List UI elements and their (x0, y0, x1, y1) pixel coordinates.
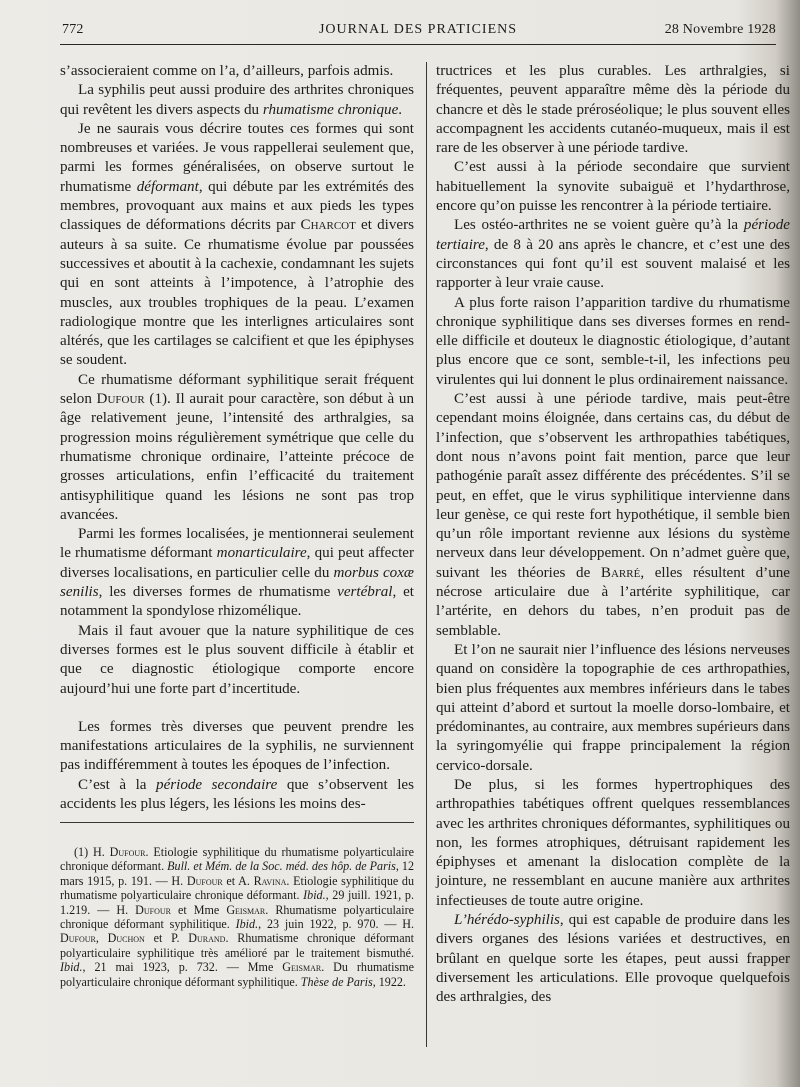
paragraph: Ce rhumatisme déformant syphilitique serait fréquent selon Dufour (1). Il aurait pour caractère, son début à un âge relativement jeune, l’intensité des arthralgies, sa progression moins régulièrement symétrique que celle du rhumatisme chronique ordinaire, l’atteinte précoce de grosses articulations, enfin l’efficacité du traitement antisyphilitique quand les lésions ne sont pas trop avancées. (60, 371, 414, 523)
paragraph: Et l’on ne saurait nier l’influence des lésions nerveuses quand on considère la topographie de ces arthropathies, bien plus fréquentes aux membres inférieurs dans le tabes qui atteint d’abord et surtout la moelle dorso-lombaire, et prédominantes, au contraire, aux membres supérieurs dans la syringomyélie qui frappe principalement la région cervico-dorsale. (436, 641, 790, 774)
paragraph: C’est à la période secondaire que s’observent les accidents les plus légers, les lésions les moins des- (60, 776, 415, 812)
right-column (436, 62, 790, 1008)
paragraph: L’hérédo-syphilis, qui est capable de produire dans les divers organes des lésions variées et destructives, en brûlant en quelque sorte les étapes, peut aussi frapper diversement les articulations. Elle provoque quelquefois des arthralgies, des (436, 912, 790, 1006)
paragraph: Mais il faut avouer que la nature syphilitique de ces diverses formes est le plus souvent difficile à établir et que ce diagnostic étiologique comporte encore aujourd’hui une forte part d’incertitude. (60, 622, 414, 697)
paragraph: Je ne saurais vous décrire toutes ces formes qui sont nombreuses et variées. Je vous rappellerai seulement que, parmi les formes généralisées, on observe surtout le rhumatisme déformant, qui débute par les extrémités des membres, provoquant aux mains et aux pieds les types classiques de déformations décrits par Charcot et divers auteurs à sa suite. Ce rhumatisme évolue par poussées successives et aboutit à la cachexie, condamnant les sujets qui en sont atteints à l’impotence, à l’atrophie des muscles, aux troubles trophiques de la peau. L’examen radiologique montre que les interlignes articulaires sont altérés, que les cartilages se calcifient et que les épiphyses se soudent. (60, 120, 415, 369)
running-header (60, 22, 776, 45)
issue-date: 28 Novembre 1928 (664, 22, 776, 37)
page-number: 772 (62, 22, 84, 37)
paragraph: Les ostéo-arthrites ne se voient guère qu’à la période tertiaire, de 8 à 20 ans après le chancre, et c’est une des circonstances qui font qu’il est souvent malaisé et les rapporter à leur vraie cause. (436, 217, 790, 292)
paragraph: Parmi les formes localisées, je mentionnerai seulement le rhumatisme déformant monarticulaire, qui peut affecter diverses localisations, en particulier celle du morbus coxæ senilis, les diverses formes de rhumatisme vertébral, et notamment la spondylose rhizomélique. (60, 526, 415, 620)
footnote (60, 845, 414, 989)
journal-title: JOURNAL DES PRATICIENS (318, 22, 518, 37)
paragraph: C’est aussi à la période secondaire que survient habituellement la synovite subaiguë et l’hydarthrose, encore qu’on puisse les rencontrer à la période tertiaire. (436, 159, 790, 215)
footnote-text: (1) H. Dufour. Etiologie syphilitique du rhumatisme polyarticulaire chronique déformant. Bull. et Mém. de la Soc. méd. des hôp. de Paris, 12 mars 1915, p. 191. — H. Dufour et A. Ravina. Etiologie syphilitique du rhumatisme polyarticulaire chronique déformant. Ibid., 29 juill. 1921, p. 1.219. — H. Dufour et Mme Geismar. Rhumatisme polyarticulaire chronique déformant syphilitique. Ibid., 23 juin 1922, p. 970. — H. Dufour, Duchon et P. Durand. Rhumatisme chronique déformant polyarticulaire syphilitique très amélioré par le traitement bismuthé. Ibid., 21 mai 1923, p. 732. — Mme Geismar. Du rhumatisme polyarticulaire chronique déformant syphilitique. Thèse de Paris, 1922. (60, 845, 415, 989)
paragraph: tructrices et les plus curables. Les arthralgies, si fréquentes, peuvent apparaître même dès la période du chancre et dès le stade préroséolique; le plus souvent elles accompagnent les accidents cutanéo-muqueux, mais il est rare de les observer à une période tardive. (436, 63, 790, 157)
left-column (60, 62, 414, 814)
paragraph: A plus forte raison l’apparition tardive du rhumatisme chronique syphilitique dans ses diverses formes en rend-elle difficile et douteux le diagnostic étiologique, d’autant plus encore que ce sont, semble-t-il, les infections peu virulentes qui lui donnent le plus ordinairement naissance. (436, 294, 790, 388)
column-divider (426, 62, 427, 1047)
footnote-rule (60, 822, 414, 823)
paragraph: Les formes très diverses que peuvent prendre les manifestations articulaires de la syphilis, ne surviennent pas indifféremment à toutes les époques de l’infection. (60, 718, 414, 774)
paragraph: La syphilis peut aussi produire des arthrites chroniques qui revêtent les divers aspects du rhumatisme chronique. (60, 82, 414, 118)
paragraph: C’est aussi à une période tardive, mais peut-être cependant moins éloignée, dans certains cas, du début de l’infection, que s’observent les arthropathies tabétiques, dont nous n’avons point fait mention, parce que leur pathogénie paraît assez différente des précédentes. S’il se peut, en effet, que le virus syphilitique intervienne dans leur genèse, ce qui reste fort hypothétique, il semble bien qu’un rôle important revienne aux lésions du système nerveux dans leur développement. On n’admet guère que, suivant les théories de Barré, elles résultent d’une nécrose articulaire due à l’artérite syphilitique, car l’artérite, en dehors du tabes, n’en produit pas de semblable. (436, 391, 790, 639)
paragraph: De plus, si les formes hypertrophiques des arthropathies tabétiques offrent quelques ressemblances avec les arthrites chroniques déformantes, syphilitiques ou non, les formes atrophiques, détruisant rapidement les épiphyses et amenant la dislocation complète de la jointure, ne ressemblant en aucune manière aux arthrites infectieuses de toute autre origine. (436, 776, 790, 909)
paragraph: s’associeraient comme on l’a, d’ailleurs, parfois admis. (60, 63, 394, 79)
